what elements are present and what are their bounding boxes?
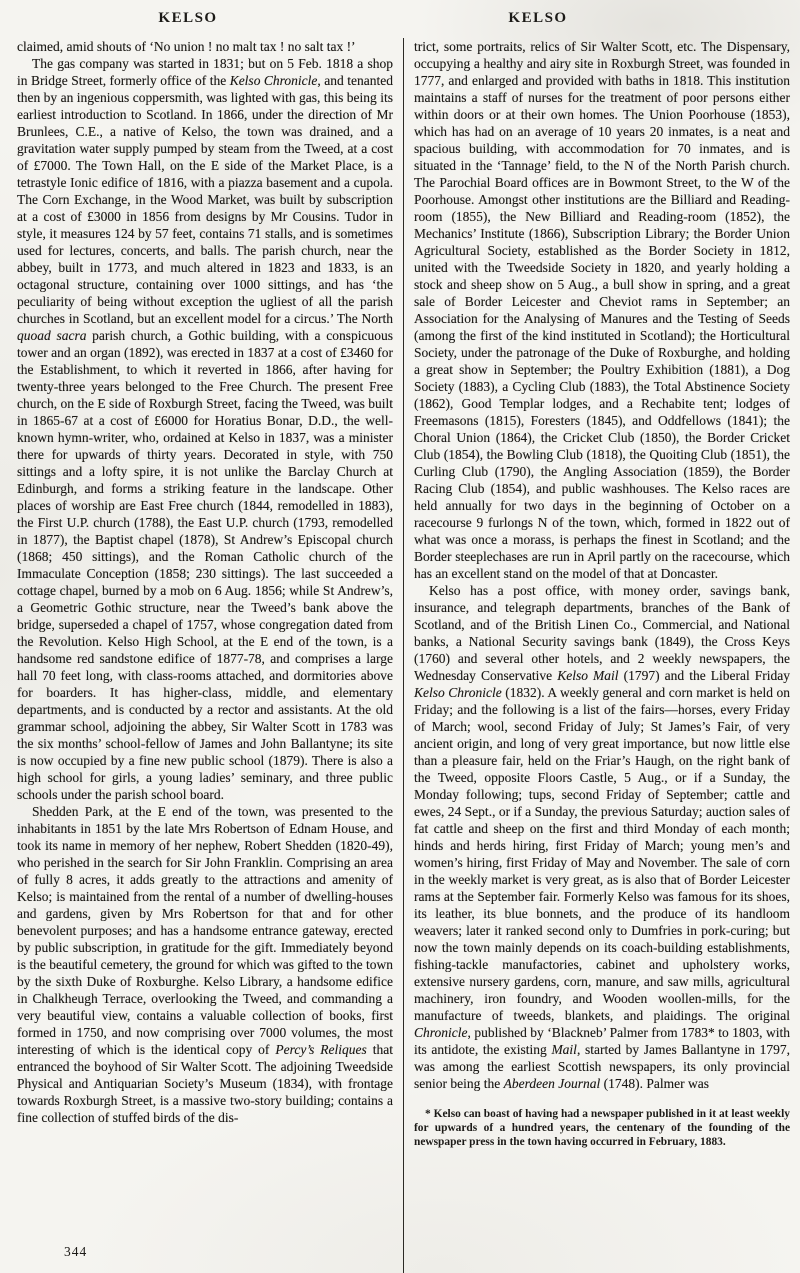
text-run: * Kelso can boast of having had a newspaper published in it at least weekly for upwards of a hundred years, the centenary of the founding of the newspaper press in the town having occurred in February, 1883. (414, 1108, 790, 1148)
italic-text-run: Kelso Chronicle (229, 73, 318, 88)
paragraph (414, 38, 790, 582)
text-run: claimed, amid shouts of ‘No union ! no malt tax ! no salt tax !’ (17, 39, 356, 54)
text-run: (1832). A weekly general and corn market is held on Friday; and the following is a list of the fairs—horses, every Friday of March; wool, second Friday of July; St James’s Fair, of very ancient origin, and long of very great importance, but now little else than a pleasure fair, held on the Friar’s Haugh, on the right bank of the Tweed, opposite Floors Castle, 5 Aug., or if a Sunday, the Monday following; tups, second Friday of September; cattle and ewes, 24 Sept., or if a Sunday, the previous Saturday; auction sales of fat cattle and sheep on the first and third Monday of each month; hinds and herds hiring, first Friday of March; young men’s and women’s hiring, first Friday of May and November. The sale of corn in the weekly market is very great, as is also that of Border Leicester rams at the September fair. Formerly Kelso was famous for its shoes, its leather, its blue bonnets, and the produce of its handloom weavers; later it ranked second only to Dumfries in pork-curing; but now the town mainly depends on its coach-building establishments, fishing-tackle manufactories, cabinet and upholstery works, extensive nursery gardens, corn, manure, and saw mills, agricultural machinery, iron foundry, and Wooden woollen-mills, for the manufacture of tweeds, blankets, and plaidings. The original (414, 685, 790, 1023)
text-run: , published by ‘Blackneb’ Palmer from 1783* to 1803, with its antidote, the existing (414, 1025, 790, 1057)
text-run: The gas company was started in 1831; but on 5 Feb. 1818 a shop in Bridge Street, formerly office of the (17, 56, 393, 88)
italic-text-run: Kelso Chronicle (414, 685, 502, 700)
italic-text-run: Percy’s Reliques (275, 1042, 367, 1057)
italic-text-run: Kelso Mail (557, 668, 619, 683)
page-number: 344 (64, 1244, 88, 1259)
text-run: that entranced the boyhood of Sir Walter Scott. The adjoining Tweedside Physical and Antiquarian Society’s Museum (1834), with frontage towards Roxburgh Street, is a massive two-story building; contains a fine collection of stuffed birds of the dis- (17, 1042, 393, 1125)
paragraph (17, 803, 393, 1126)
text-run: parish church, a Gothic building, with a conspicuous tower and an organ (1892), was erected in 1837 at a cost of £3460 for the Establishment, to which it reverted in 1866, after having for twenty-three years belonged to the Free Church. The present Free church, on the E side of Roxburgh Street, facing the Tweed, was built in 1865-67 at a cost of £6000 for Horatius Bonar, D.D., the well-known hymn-writer, who, ordained at Kelso in 1837, was a minister there for upwards of thirty years. Decorated in style, with 750 sittings and a lofty spire, it is not unlike the Barclay Church at Edinburgh, and forms a striking feature in the landscape. Other places of worship are East Free church (1844, remodelled in 1883), the First U.P. church (1788), the East U.P. church (1793, remodelled in 1877), the Baptist chapel (1878), St Andrew’s Episcopal church (1868; 450 sittings), and the Roman Catholic church of the Immaculate Conception (1858; 230 sittings). The last succeeded a cottage chapel, burned by a mob on 6 Aug. 1856; while St Andrew’s, a Geometric Gothic structure, near the Tweed’s bank above the bridge, superseded a chapel of 1757, whose congregation dated from the Revolution. Kelso High School, at the E end of the town, is a handsome red sandstone edifice of 1877-78, and comprises a large hall 70 feet long, with class-rooms attached, and dormitories above for boarders. It has higher-class, middle, and elementary departments, and is conducted by a rector and assistants. At the old grammar school, adjoining the abbey, Sir Walter Scott in 1783 was the six months’ school-fellow of James and John Ballantyne; its site is now occupied by a fine new public school (1879). There is also a high school for girls, a young ladies’ seminary, and three public schools under the parish school board. (17, 328, 393, 802)
text-run: Kelso has a post office, with money order, savings bank, insurance, and telegraph departments, branches of the Bank of Scotland, and of the British Linen Co., Commercial, and National banks, a National Security savings bank (1849), the Cross Keys (1760) and several other hotels, and 2 weekly newspapers, the Wednesday Conservative (414, 583, 790, 683)
italic-text-run: Chronicle (414, 1025, 468, 1040)
text-run: , started by James Ballantyne in 1797, was among the earliest Scottish newspapers, its only provincial senior being the (414, 1042, 791, 1091)
text-run: trict, some portraits, relics of Sir Walter Scott, etc. The Dispensary, occupying a healthy and airy site in Roxburgh Street, was founded in 1777, and enlarged and provided with baths in 1818. This institution maintains a staff of nurses for the treatment of poor persons either within doors or at their own homes. The Union Poorhouse (1853), which has had on an average of 10 years 20 inmates, is a neat and spacious building, with accommodation for 70 inmates, and is situated in the ‘Tannage’ field, to the N of the North Parish church. The Parochial Board offices are in Bowmont Street, to the W of the Poorhouse. Amongst other institutions are the Billiard and Reading-room (1855), the New Billiard and Reading-room (1852), the Mechanics’ Institute (1866), Subscription Library; the Border Union Agricultural Society, established as the Border Society in 1812, united with the Tweedside Society in 1820, and yearly holding a stock and sheep show on 5 Aug., a bull show in spring, and a great sale of Border Leicester and Cheviot rams in September; an Association for the Analysing of Manures and the Testing of Seeds (among the first of the kind instituted in Scotland); the Horticultural Society, under the patronage of the Duke of Roxburghe, and holding a great show in September; the Poultry Exhibition (1881), a Dog Society (1883), a Cycling Club (1883), the Total Abstinence Society (1862), Good Templar lodges, and a Rechabite tent; lodges of Freemasons (1815), Foresters (1845), and Oddfellows (1841); the Choral Union (1864), the Cricket Club (1850), the Border Cricket Club (1854), the Bowling Club (1818), the Quoiting Club (1851), the Curling Club (1790), the Angling Association (1859), the Border Racing Club (1854), and public washhouses. The Kelso races are held annually for two days in the beginning of October on a racecourse 9 furlongs N of the town, which, formed in 1822 out of what was once a morass, is perhaps the finest in Scotland; and the Border steeplechases are run in April partly on the racecourse, which has an excellent stand on the model of that at Doncaster. (414, 39, 790, 581)
footnote (414, 1107, 790, 1149)
text-run: Shedden Park, at the E end of the town, was presented to the inhabitants in 1851 by the late Mrs Robertson of Ednam House, and took its name in memory of her nephew, Robert Shedden (1820-49), who perished in the search for Sir John Franklin. Comprising an area of fully 8 acres, it adds greatly to the attractions and amenity of Kelso; is maintained from the rental of a number of dwelling-houses and gardens, given by Mrs Robertson for that and for other benevolent purposes; and has a handsome entrance gateway, erected by public subscription, in gratitude for the gift. Immediately beyond is the beautiful cemetery, the ground for which was gifted to the town by the sixth Duke of Roxburghe. Kelso Library, a handsome edifice in Chalkheugh Terrace, overlooking the Tweed, and commanding a very beautiful view, contains a valuable collection of books, first formed in 1750, and now comprising over 7000 volumes, the most interesting of which is the identical copy of (17, 804, 393, 1057)
column-left (17, 38, 393, 1126)
paragraph (414, 582, 790, 1092)
paragraph (17, 55, 393, 803)
text-run: , and tenanted then by an ingenious coppersmith, was lighted with gas, this being its earliest introduction to Scotland. In 1866, under the direction of Mr Brunlees, C.E., a native of Kelso, the town was drained, and a gravitation water supply pumped by steam from the Tweed, at a cost of £7000. The Town Hall, on the E side of the Market Place, is a tetrastyle Ionic edifice of 1816, with a piazza basement and a cupola. The Corn Exchange, in the Wood Market, was built by subscription at a cost of £3000 in 1856 from designs by Mr Cousins. Tudor in style, it measures 124 by 57 feet, contains 71 stalls, and is sometimes used for lectures, concerts, and balls. The parish church, near the abbey, built in 1773, and much altered in 1823 and 1833, is an octagonal structure, containing over 1000 sittings, and has ‘the peculiarity of being without exception the ugliest of all the parish churches in Scotland, but an excellent model for a circus.’ The North (17, 73, 393, 326)
column-right-text (414, 38, 790, 1092)
column-divider-rule (403, 38, 404, 1273)
italic-text-run: Aberdeen Journal (503, 1076, 601, 1091)
running-head-left: KELSO (158, 10, 218, 26)
running-head-right: KELSO (508, 10, 568, 26)
paragraph (414, 1107, 790, 1149)
column-right (414, 38, 790, 1149)
text-run: (1797) and the Liberal Friday (618, 668, 791, 683)
text-run: (1748). Palmer was (600, 1076, 709, 1091)
paragraph (17, 38, 393, 55)
italic-text-run: Mail (551, 1042, 577, 1057)
italic-text-run: quoad sacra (17, 328, 87, 343)
